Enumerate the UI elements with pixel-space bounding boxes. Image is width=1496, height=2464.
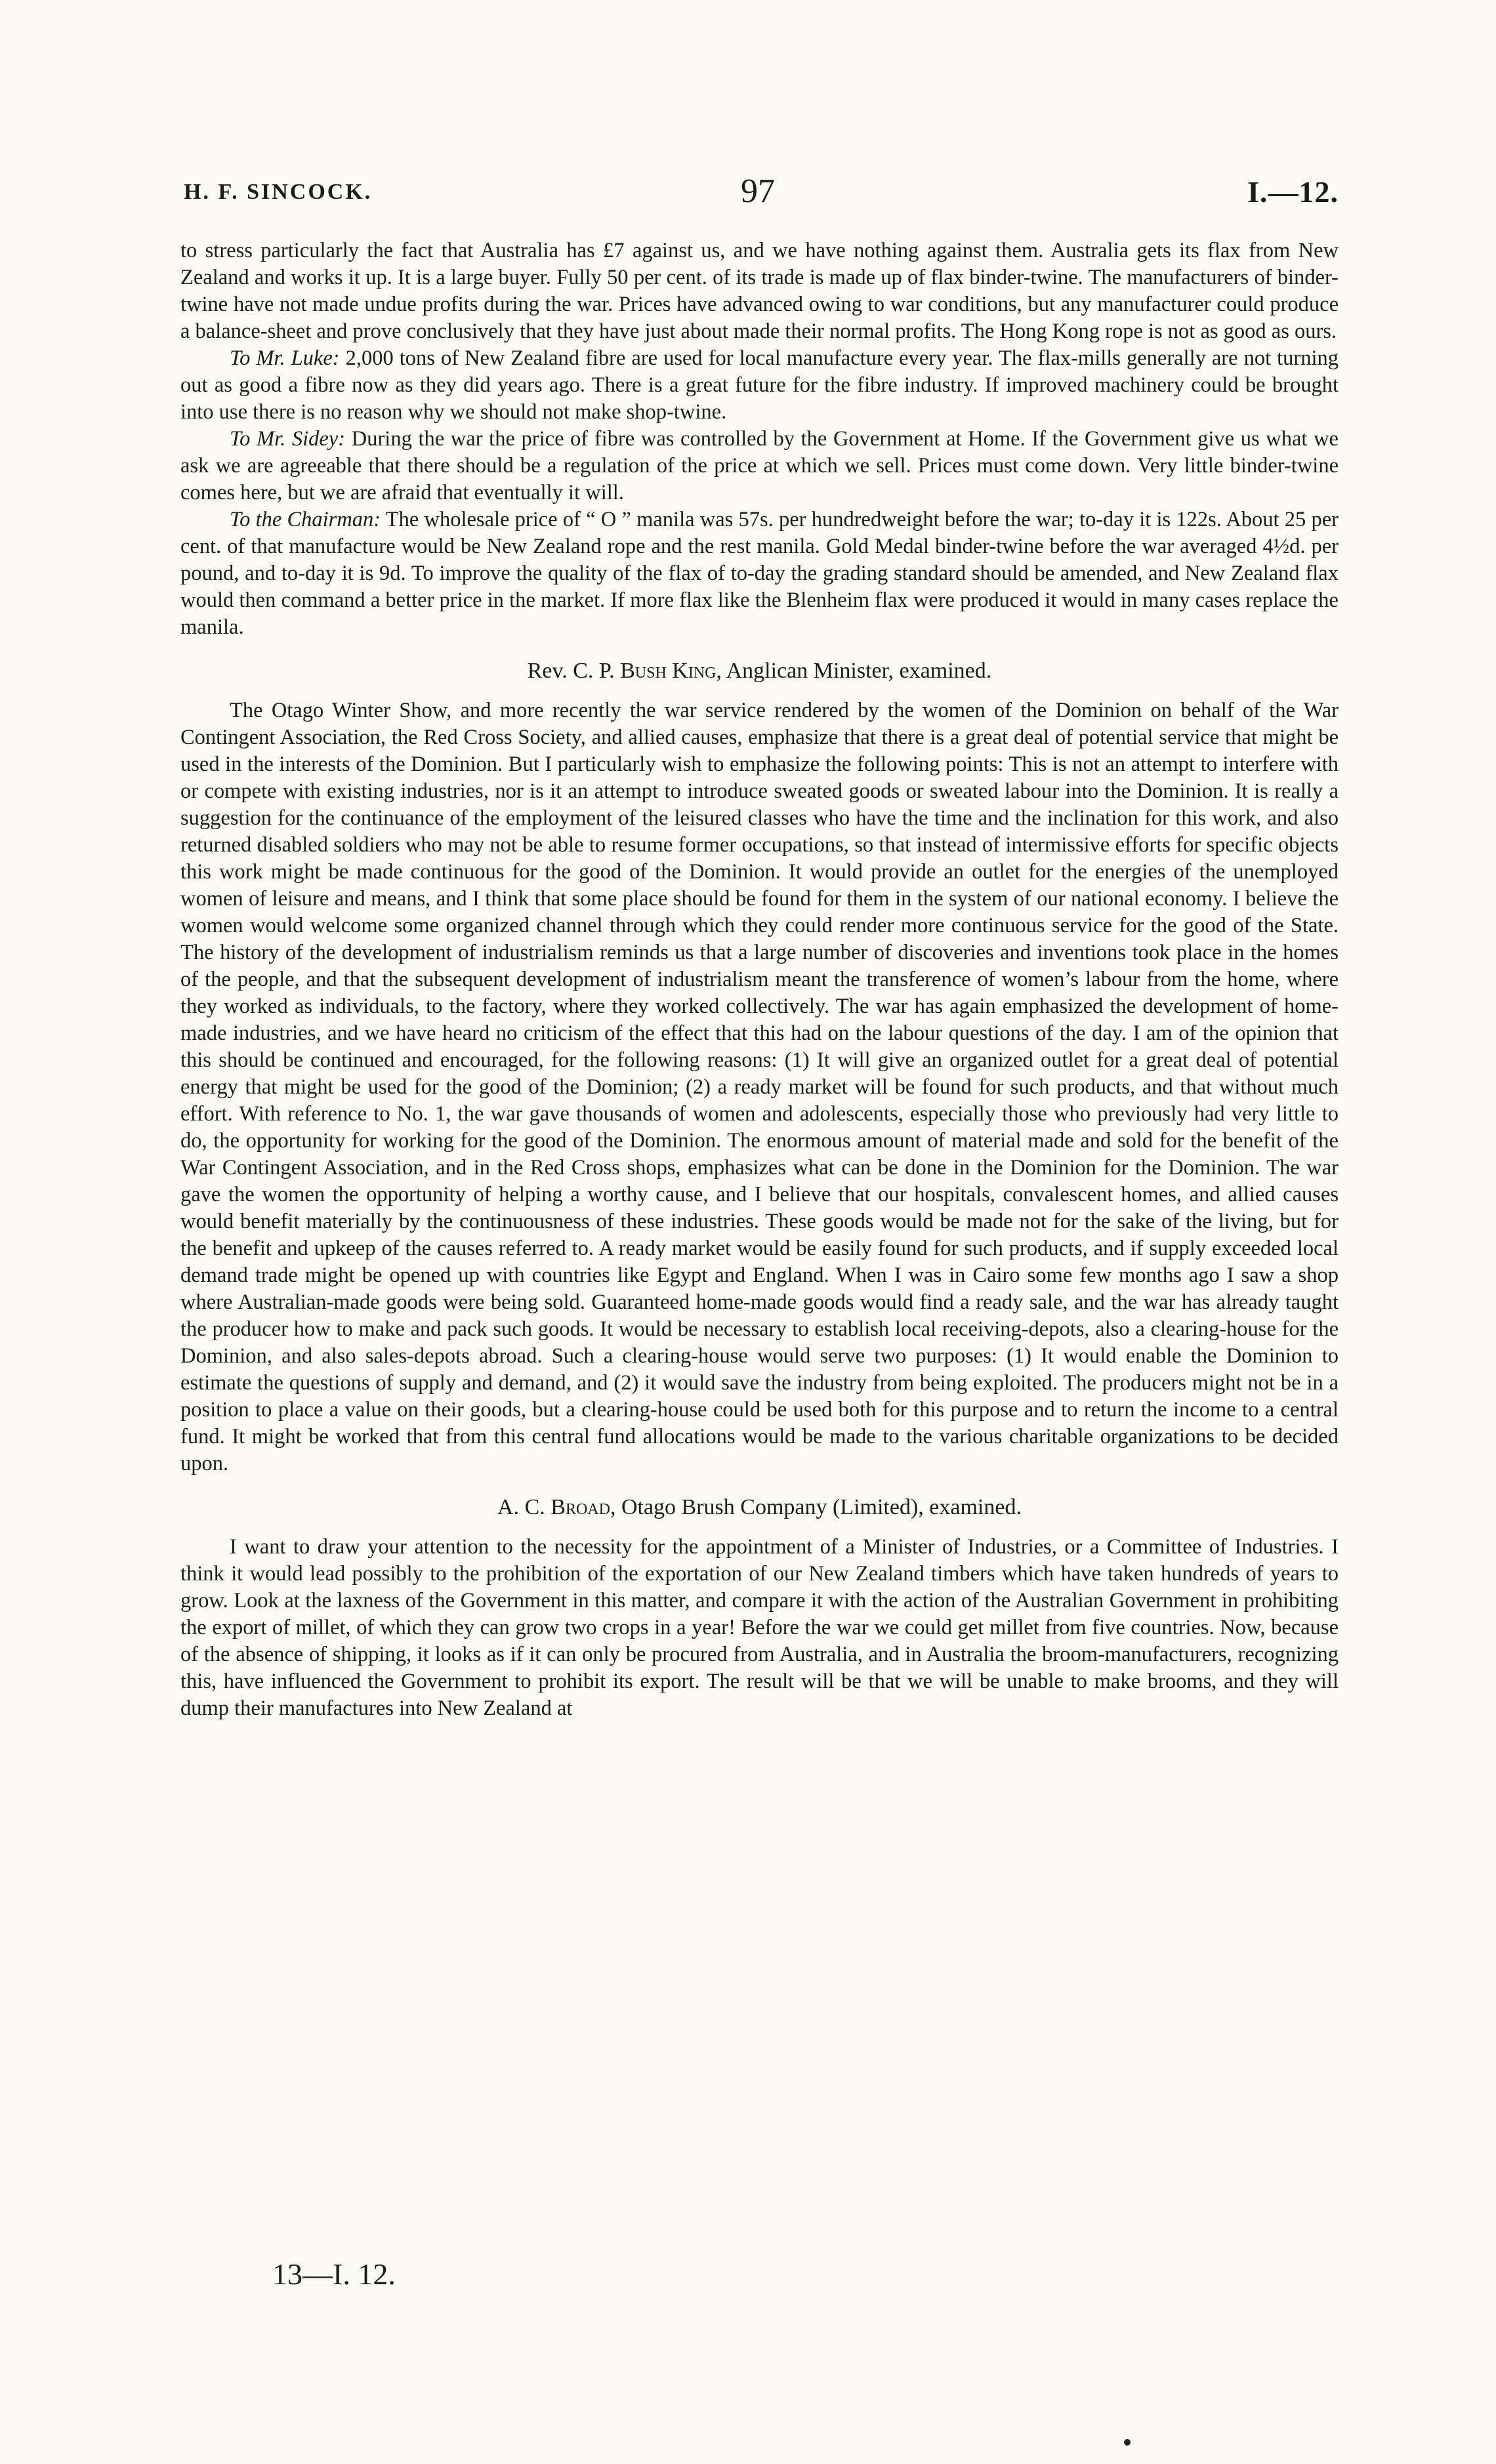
witness-heading-bush-king: Rev. C. P. Bush King, Anglican Minister, examined.: [527, 659, 992, 683]
paragraph-text: 2,000 tons of New Zealand fibre are used for local manufacture every year. The flax-mills generally are not turning out as good a fibre now as they did years ago. There is a great future for the fibre industry. If improved machinery could be brought into use there is no reason why we should not make shop-twine.: [180, 346, 1339, 424]
witness-name: Broad: [551, 1495, 610, 1519]
addressee-label: To Mr. Luke:: [230, 346, 340, 370]
paragraph-broad-evidence: I want to draw your attention to the necessity for the appointment of a Minister of Industries, or a Committee of Industries. I think it would lead possibly to the prohibition of the exportation of our New Zealand timbers which have taken hundreds of years to grow. Look at the laxness of the Government in this matter, and compare it with the action of the Australian Government in prohibiting the export of millet, of which they can grow two crops in a year! Before the war we could get millet from five countries. Now, because of the absence of shipping, it looks as if it can only be procured from Australia, and in Australia the broom-manufacturers, recognizing this, have influenced the Government to prohibit its export. The result will be that we will be unable to make brooms, and they will dump their manufactures into New Zealand at: [180, 1535, 1339, 1720]
addressee-label: To the Chairman:: [230, 508, 381, 531]
witness-heading-broad: A. C. Broad, Otago Brush Company (Limited), examined.: [497, 1495, 1022, 1519]
document-reference: I.—12.: [1247, 175, 1339, 209]
paragraph-to-mr-luke: [180, 345, 1339, 426]
paragraph-to-mr-sidey: [180, 426, 1339, 506]
witness-name: Bush King: [620, 659, 717, 683]
paragraph-bush-king-evidence: The Otago Winter Show, and more recently the war service rendered by the women of the Dominion on behalf of the War Contingent Association, the Red Cross Society, and allied causes, emphasize that there is a great deal of potential service that might be used in the interests of the Dominion. But I particularly wish to emphasize the following points: This is not an attempt to interfere with or compete with existing industries, nor is it an attempt to introduce sweated goods or sweated labour into the Dominion. It is really a suggestion for the continuance of the employment of the leisured classes who have the time and the inclination for this work, and also returned disabled soldiers who may not be able to resume former occupations, so that instead of intermissive efforts for specific objects this work might be made continuous for the good of the Dominion. It would provide an outlet for the energies of the unemployed women of leisure and means, and I think that some place should be found for them in the system of our national economy. I believe the women would welcome some organized channel through which they could render more continuous service for the good of the State. The history of the development of industrialism reminds us that a large number of discoveries and inventions took place in the homes of the people, and that the subsequent development of industrialism meant the transference of women’s labour from the home, where they worked as individuals, to the factory, where they worked collectively. The war has again emphasized the development of home-made industries, and we have heard no criticism of the effect that this had on the labour questions of the day. I am of the opinion that this should be continued and encouraged, for the following reasons: (1) It will give an organized outlet for a great deal of potential energy that might be used for the good of the Dominion; (2) a ready market will be found for such products, and that without much effort. With reference to No. 1, the war gave thousands of women and adolescents, especially those who previously had very little to do, the opportunity for working for the good of the Dominion. The enormous amount of material made and sold for the benefit of the War Contingent Association, and in the Red Cross shops, emphasizes what can be done in the Dominion for the Dominion. The war gave the women the opportunity of helping a worthy cause, and I believe that our hospitals, convalescent homes, and allied causes would benefit materially by the continuousness of these industries. These goods would be made not for the sake of the living, but for the benefit and upkeep of the causes referred to. A ready market would be easily found for such products, and if supply exceeded local demand trade might be opened up with countries like Egypt and England. When I was in Cairo some few months ago I saw a shop where Australian-made goods were being sold. Guaranteed home-made goods would find a ready sale, and the war has already taught the producer how to make and pack such goods. It would be necessary to establish local receiving-depots, also a clearing-house for the Dominion, and also sales-depots abroad. Such a clearing-house would serve two purposes: (1) It would enable the Dominion to estimate the questions of supply and demand, and (2) it would save the industry from being exploited. The producers might not be in a position to place a value on their goods, but a clearing-house could be used both for this purpose and to return the income to a central fund. It might be worked that from this central fund allocations would be made to the various charitable organizations to be decided upon.: [180, 699, 1339, 1475]
paragraph-text: The wholesale price of “ O ” manila was 57s. per hundredweight before the war; to-day it is 122s. About 25 per cent. of that manufacture would be New Zealand rope and the rest manila. Gold Medal binder-twine before the war averaged 4½d. per pound, and to-day it is 9d. To improve the quality of the flax of to-day the grading standard should be amended, and New Zealand flax would then command a better price in the market. If more flax like the Blenheim flax were produced it would in many cases replace the manila.: [180, 508, 1339, 639]
header-author: H. F. SINCOCK.: [184, 180, 373, 204]
paragraph-continuation: to stress particularly the fact that Australia has £7 against us, and we have nothing against them. Australia gets its flax from New Zealand and works it up. It is a large buyer. Fully 50 per cent. of its trade is made up of flax binder-twine. The manufacturers of binder-twine have not made undue profits during the war. Prices have advanced owing to war conditions, but any manufacturer could produce a balance-sheet and prove conclusively that they have just about made their normal profits. The Hong Kong rope is not as good as ours.: [180, 239, 1339, 343]
addressee-label: To Mr. Sidey:: [230, 427, 346, 451]
page-header: [177, 172, 1339, 218]
ink-dot: [1124, 2439, 1131, 2446]
paragraph-to-chairman: [180, 506, 1339, 641]
paragraph-text: During the war the price of fibre was controlled by the Government at Home. If the Government give us what we ask we are agreeable that there should be a regulation of the price at which we sell. Prices must come down. Very little binder-twine comes here, but we are afraid that eventually it will.: [180, 427, 1339, 504]
page-number: 97: [741, 173, 775, 210]
signature-mark: 13—I. 12.: [272, 2257, 396, 2291]
body-text: [180, 237, 1339, 1722]
